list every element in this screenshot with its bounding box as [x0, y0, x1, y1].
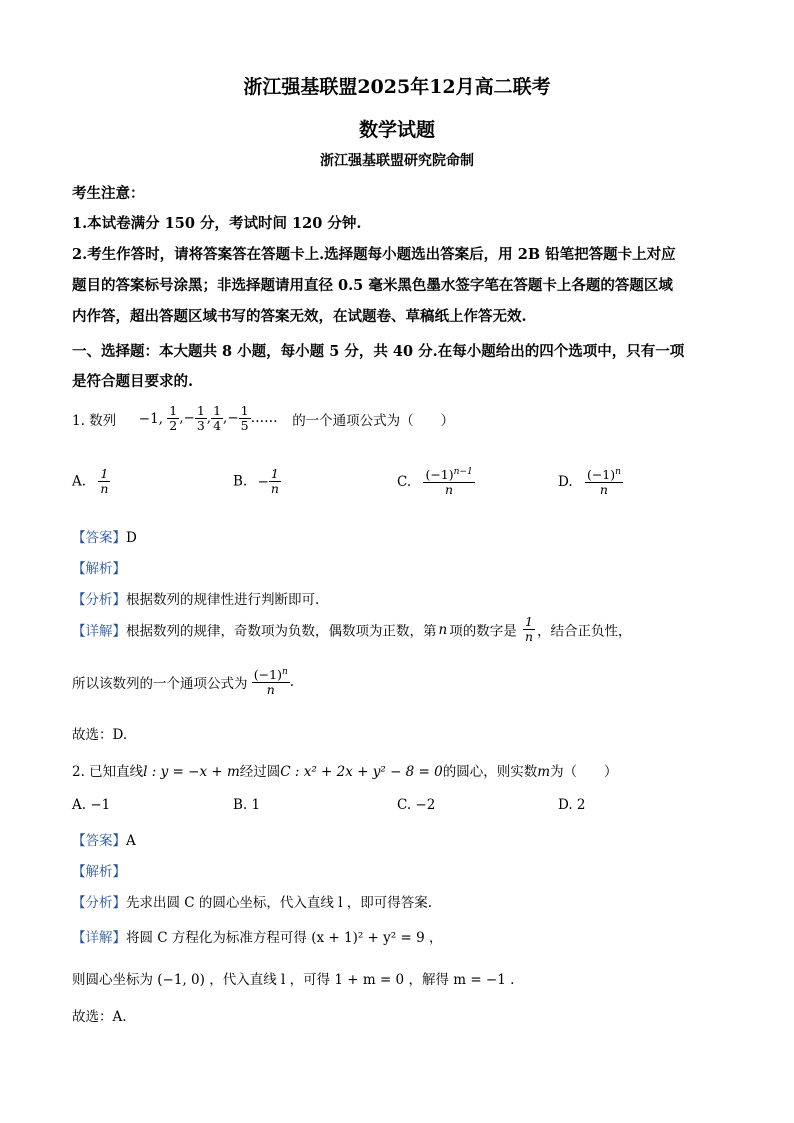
- exam-title: 浙江强基联盟2025年12月高二联考: [243, 76, 551, 98]
- notice-item-1: 1.本试卷满分 150 分，考试时间 120 分钟.: [72, 215, 362, 232]
- q1-option-d: D. $\frac{(-1)^n}{n}$: [558, 467, 621, 497]
- q1-option-a: A. $\frac{1}{n}$: [72, 466, 109, 496]
- q2-analysis-tag: 【解析】: [72, 864, 126, 880]
- q1-option-c: C. $\frac{(-1)^{n-1}}{n}$: [397, 467, 473, 497]
- q2-option-c: C. −2: [397, 797, 436, 813]
- q1-conclusion: 所以该数列的一个通项公式为 $\frac{(-1)^n}{n}$ .: [72, 667, 295, 697]
- q1-seq-start: −1,: [138, 410, 163, 427]
- q1-fenxi: 【分析】根据数列的规律性进行判断即可.: [72, 592, 320, 608]
- q1-seq-term-3: $\frac{1}{3}$: [196, 403, 205, 433]
- notice-heading: 考生注意：: [72, 185, 145, 202]
- q2-circle-equation: C : x² + 2x + y² − 8 = 0: [280, 764, 443, 780]
- q2-center: 则圆心坐标为 (−1, 0) ，代入直线 l ，可得 1 + m = 0 ，解得 m = −1 .: [72, 972, 515, 988]
- q2-line-equation: l : y = −x + m: [143, 764, 240, 780]
- q1-detail: 【详解】根据数列的规律，奇数项为负数，偶数项为正数，第 n 项的数字是 $\frac{1}{n}$ ，结合正负性，: [72, 614, 632, 644]
- q1-answer: 【答案】D: [72, 530, 137, 546]
- q2-fenxi: 【分析】先求出圆 C 的圆心坐标，代入直线 l ，即可得答案.: [72, 895, 433, 911]
- section-1-line-2: 是符合题目要求的.: [72, 373, 194, 390]
- q1-suffix: 的一个通项公式为（ ）: [292, 412, 455, 429]
- q2-answer: 【答案】A: [72, 833, 136, 849]
- q2-option-d: D. 2: [558, 797, 586, 813]
- notice-item-2-line-2: 题目的答案标号涂黑；非选择题请用直径 0.5 毫米黑色墨水签字笔在答题卡上各题的答题区域: [72, 277, 673, 294]
- exam-author: 浙江强基联盟研究院命制: [320, 153, 474, 169]
- notice-item-2-line-1: 2.考生作答时，请将答案答在答题卡上.选择题每小题选出答案后，用 2B 铅笔把答题卡上对应: [72, 246, 676, 263]
- q1-analysis-tag: 【解析】: [72, 561, 126, 577]
- q1-seq-term-5: $\frac{1}{5}$: [240, 403, 249, 433]
- q2-option-b: B. 1: [233, 797, 261, 813]
- q1-option-b: B. − $\frac{1}{n}$: [233, 466, 279, 496]
- q1-seq-tail: ……: [250, 410, 278, 426]
- q2-stem: 2. 已知直线l : y = −x + m经过圆C : x² + 2x + y² − 8 = 0的圆心，则实数m为（ ）: [72, 764, 618, 780]
- q2-choose: 故选：A.: [72, 1009, 127, 1025]
- q2-detail: 【详解】将圆 C 方程化为标准方程可得 (x + 1)² + y² = 9 ，: [72, 930, 443, 946]
- notice-item-2-line-3: 内作答，超出答题区域书写的答案无效，在试题卷、草稿纸上作答无效.: [72, 308, 527, 325]
- q1-prefix: 1. 数列: [72, 412, 117, 429]
- exam-subject: 数学试题: [358, 119, 435, 141]
- q1-seq-term-4: $\frac{1}{4}$: [213, 403, 222, 433]
- section-1-line-1: 一、选择题：本大题共 8 小题，每小题 5 分，共 40 分.在每小题给出的四个选项中，只有一项: [72, 343, 685, 360]
- q1-stem: 1. 数列 −1, $\frac{1}{2}$ ,− $\frac{1}{3}$ , $\frac{1}{4}$ ,− $\frac{1}{5}$ …… 的一个通项公式为（ ）: [72, 403, 455, 433]
- q2-option-a: A. −1: [72, 797, 111, 813]
- q1-seq-term-2: $\frac{1}{2}$: [169, 403, 178, 433]
- q1-choose: 故选：D.: [72, 727, 128, 743]
